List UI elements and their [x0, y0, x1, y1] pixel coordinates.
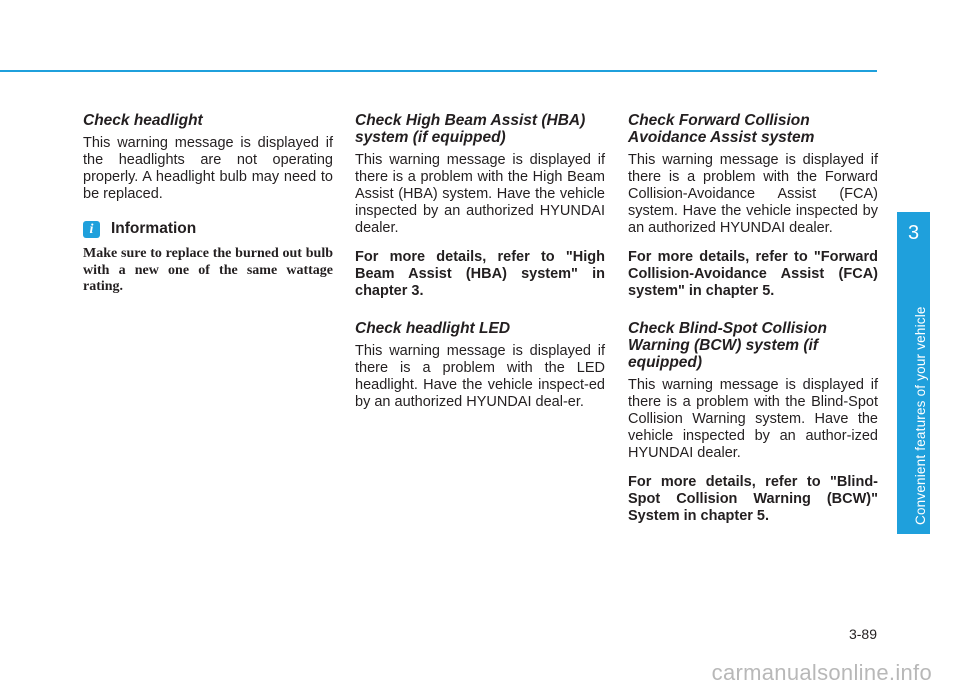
- check-bcw-body: This warning message is displayed if there is a problem with the Blind-Spot Collision Warning system. Have the vehicle inspected by an author-ized HYUNDAI dealer.: [628, 377, 878, 461]
- chapter-title: Convenient features of your vehicle: [913, 306, 928, 525]
- information-text: Make sure to replace the burned out bulb with a new one of the same wattage rating.: [83, 246, 333, 294]
- column-3: [628, 112, 878, 525]
- check-bcw-reference: For more details, refer to "Blind-Spot Collision Warning (BCW)" System in chapter 5.: [628, 474, 878, 524]
- heading-check-fca: Check Forward Collision Avoidance Assist system: [628, 112, 815, 146]
- top-rule: [0, 70, 877, 72]
- column-1: [83, 112, 333, 296]
- check-hba-reference: For more details, refer to "High Beam Assist (HBA) system" in chapter 3.: [355, 249, 605, 299]
- heading-check-headlight-led: Check headlight LED: [355, 320, 511, 337]
- information-header: [83, 220, 333, 238]
- check-fca-reference: For more details, refer to "Forward Collision-Avoidance Assist (FCA) system" in chapter 5.: [628, 249, 878, 299]
- chapter-side-tab: [897, 212, 930, 534]
- page-number: 3-89: [848, 626, 877, 642]
- information-title: Information: [111, 220, 197, 237]
- heading-check-hba: Check High Beam Assist (HBA) system (if equipped): [355, 112, 586, 146]
- column-2: [355, 112, 605, 411]
- heading-check-bcw: Check Blind-Spot Collision Warning (BCW) system (if equipped): [628, 320, 827, 371]
- check-headlight-body: This warning message is displayed if the headlights are not operating properly. A headlight bulb may need to be replaced.: [83, 135, 333, 202]
- watermark: carmanualsonline.info: [711, 660, 932, 685]
- heading-check-headlight: Check headlight: [83, 112, 203, 129]
- chapter-number: 3: [907, 222, 920, 244]
- check-hba-body: This warning message is displayed if there is a problem with the High Beam Assist (HBA) system. Have the vehicle inspected by an authorized HYUNDAI dealer.: [355, 152, 605, 236]
- check-headlight-led-body: This warning message is displayed if there is a problem with the LED headlight. Have the vehicle inspect-ed by an authorized HYUNDAI deal-er.: [355, 343, 605, 410]
- info-icon: i: [83, 221, 100, 238]
- check-fca-body: This warning message is displayed if there is a problem with the Forward Collision-Avoidance Assist (FCA) system. Have the vehicle inspected by an authorized HYUNDAI dealer.: [628, 152, 878, 236]
